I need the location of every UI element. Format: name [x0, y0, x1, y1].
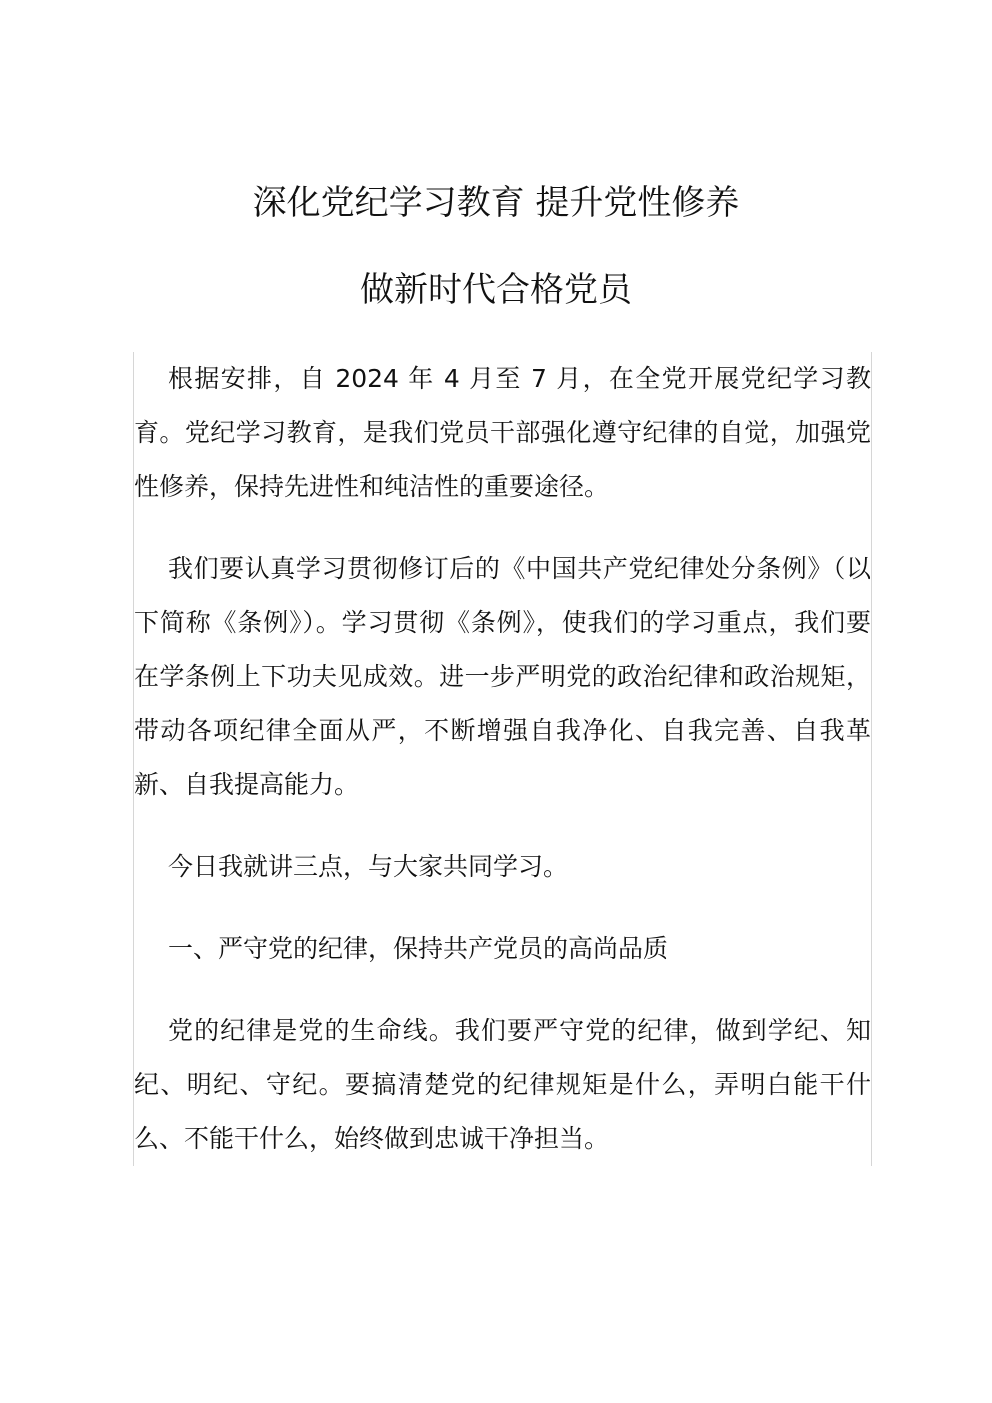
paragraph-regulations: 我们要认真学习贯彻修订后的《中国共产党纪律处分条例》（以下简称《条例》）。学习贯彻《条例》，使我们的学习重点，我们要在学条例上下功夫见成效。进一步严明党的政治纪律和政治规矩，带动各项纪律全面从严，不断增强自我净化、自我完善、自我革新、自我提高能力。: [134, 554, 871, 799]
paragraph-spacer: [134, 976, 871, 1004]
document-title-line-1: 深化党纪学习教育 提升党性修养: [252, 183, 740, 223]
paragraph-intro: 根据安排，自 2024 年 4 月至 7 月，在全党开展党纪学习教育。党纪学习教育，是我们党员干部强化遵守纪律的自觉，加强党性修养，保持先进性和纯洁性的重要途径。: [134, 364, 871, 501]
document-title-line-2: 做新时代合格党员: [360, 270, 632, 310]
section-heading-1: 一、严守党的纪律，保持共产党员的高尚品质: [168, 934, 669, 963]
document-body: [133, 352, 872, 1166]
paragraph-spacer: [134, 894, 871, 922]
paragraph-discipline: 党的纪律是党的生命线。我们要严守党的纪律，做到学纪、知纪、明纪、守纪。要搞清楚党的纪律规矩是什么，弄明白能干什么、不能干什么，始终做到忠诚干净担当。: [134, 1016, 871, 1153]
paragraph-three-points: 今日我就讲三点，与大家共同学习。: [168, 852, 569, 881]
paragraph-spacer: [134, 812, 871, 840]
paragraph-spacer: [134, 514, 871, 542]
